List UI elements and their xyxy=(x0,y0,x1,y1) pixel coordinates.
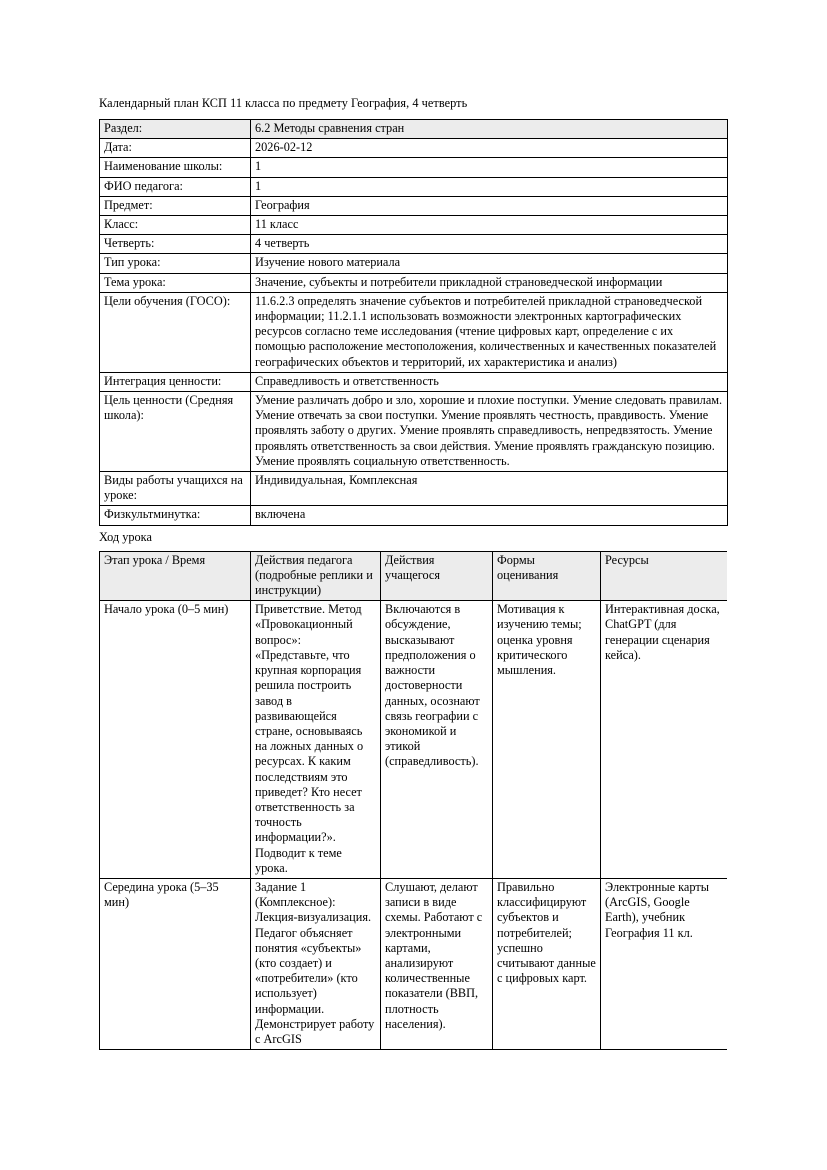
info-label: Четверть: xyxy=(100,235,251,254)
lesson-flow-table-head xyxy=(100,551,728,601)
table-row xyxy=(100,235,728,254)
info-label: ФИО педагога: xyxy=(100,177,251,196)
info-label: Тема урока: xyxy=(100,273,251,292)
info-value: Справедливость и ответственность xyxy=(251,372,728,391)
lesson-flow-heading: Ход урока xyxy=(99,529,152,544)
column-header-resources: Ресурсы xyxy=(601,551,728,601)
info-label: Физкультминутка: xyxy=(100,506,251,525)
table-header-row xyxy=(100,551,728,601)
table-row xyxy=(100,372,728,391)
table-row xyxy=(100,216,728,235)
column-header-assessment: Формы оценивания xyxy=(493,551,601,601)
info-value: Изучение нового материала xyxy=(251,254,728,273)
info-value: 2026-02-12 xyxy=(251,139,728,158)
page-title: Календарный план КСП 11 класса по предмету География, 4 четверть xyxy=(99,96,468,110)
lesson-flow-table xyxy=(99,551,727,1051)
lesson-info-table-body xyxy=(100,120,728,526)
info-value: 11.6.2.3 определять значение субъектов и потребителей прикладной страноведческой информации; 11.2.1.1 использовать возможности электронных картографических ресурсов согласно теме исследования (чтение цифровых карт, определение с их помощью расположение местоположения, количественных и качественных показателей географических объектов и территорий, их характеристика и анализ) xyxy=(251,292,728,372)
teacher-actions-cell: Задание 1 (Комплексное): Лекция-визуализация. Педагог объясняет понятия «субъекты» (кто создает) и «потребители» (кто использует) информации. Демонстрирует работу с ArcGIS xyxy=(251,878,381,1049)
lesson-flow-table-body xyxy=(100,601,728,1050)
teacher-actions-cell: Приветствие. Метод «Провокационный вопрос»: «Представьте, что крупная корпорация решила построить завод в развивающейся стране, основываясь на ложных данных о ресурсах. К каким последствиям это приведет? Кто несет ответственность за точность информации?». Подводит к теме урока. xyxy=(251,601,381,879)
table-row xyxy=(100,292,728,372)
stage-cell: Середина урока (5–35 мин) xyxy=(100,878,251,1049)
table-row xyxy=(100,273,728,292)
table-row xyxy=(100,120,728,139)
student-actions-cell: Включаются в обсуждение, высказывают предположения о важности достоверности данных, осознают связь географии с экономикой и этикой (справедливость). xyxy=(381,601,493,879)
table-row xyxy=(100,254,728,273)
assessment-cell: Мотивация к изучению темы; оценка уровня критического мышления. xyxy=(493,601,601,879)
table-row xyxy=(100,158,728,177)
lesson-info-table xyxy=(99,119,728,526)
info-value: География xyxy=(251,196,728,215)
info-label: Раздел: xyxy=(100,120,251,139)
student-actions-cell: Слушают, делают записи в виде схемы. Работают с электронными картами, анализируют количественные показатели (ВВП, плотность населения). xyxy=(381,878,493,1049)
table-row xyxy=(100,177,728,196)
info-value: включена xyxy=(251,506,728,525)
info-label: Класс: xyxy=(100,216,251,235)
column-header-teacher-actions: Действия педагога (подробные реплики и инструкции) xyxy=(251,551,381,601)
column-header-stage: Этап урока / Время xyxy=(100,551,251,601)
info-value: 1 xyxy=(251,158,728,177)
table-row xyxy=(100,601,728,879)
table-row xyxy=(100,139,728,158)
info-label: Цель ценности (Средняя школа): xyxy=(100,392,251,472)
table-row xyxy=(100,392,728,472)
info-value: 1 xyxy=(251,177,728,196)
info-value: Умение различать добро и зло, хорошие и плохие поступки. Умение следовать правилам. Умение отвечать за свои поступки. Умение проявлять честность, правдивость. Умение проявлять заботу о других. Умение проявлять справедливость, непредвзятость. Умение проявлять ответственность за свои действия. Умение проявлять гражданскую позицию. Умение проявлять социальную ответственность. xyxy=(251,392,728,472)
column-header-student-actions: Действия учащегося xyxy=(381,551,493,601)
info-value: 11 класс xyxy=(251,216,728,235)
info-value: 4 четверть xyxy=(251,235,728,254)
table-row xyxy=(100,472,728,506)
table-row xyxy=(100,878,728,1049)
table-row xyxy=(100,196,728,215)
info-label: Виды работы учащихся на уроке: xyxy=(100,472,251,506)
stage-cell: Начало урока (0–5 мин) xyxy=(100,601,251,879)
assessment-cell: Правильно классифицируют субъектов и потребителей; успешно считывают данные с цифровых карт. xyxy=(493,878,601,1049)
resources-cell: Интерактивная доска, ChatGPT (для генерации сценария кейса). xyxy=(601,601,728,879)
info-label: Дата: xyxy=(100,139,251,158)
info-label: Предмет: xyxy=(100,196,251,215)
info-label: Цели обучения (ГОСО): xyxy=(100,292,251,372)
info-value: Индивидуальная, Комплексная xyxy=(251,472,728,506)
table-row xyxy=(100,506,728,525)
info-value: 6.2 Методы сравнения стран xyxy=(251,120,728,139)
resources-cell: Электронные карты (ArcGIS, Google Earth), учебник География 11 кл. xyxy=(601,878,728,1049)
info-value: Значение, субъекты и потребители прикладной страноведческой информации xyxy=(251,273,728,292)
info-label: Наименование школы: xyxy=(100,158,251,177)
info-label: Интеграция ценности: xyxy=(100,372,251,391)
lesson-flow-table-clip xyxy=(99,551,727,1051)
document-body xyxy=(99,96,727,1050)
info-label: Тип урока: xyxy=(100,254,251,273)
